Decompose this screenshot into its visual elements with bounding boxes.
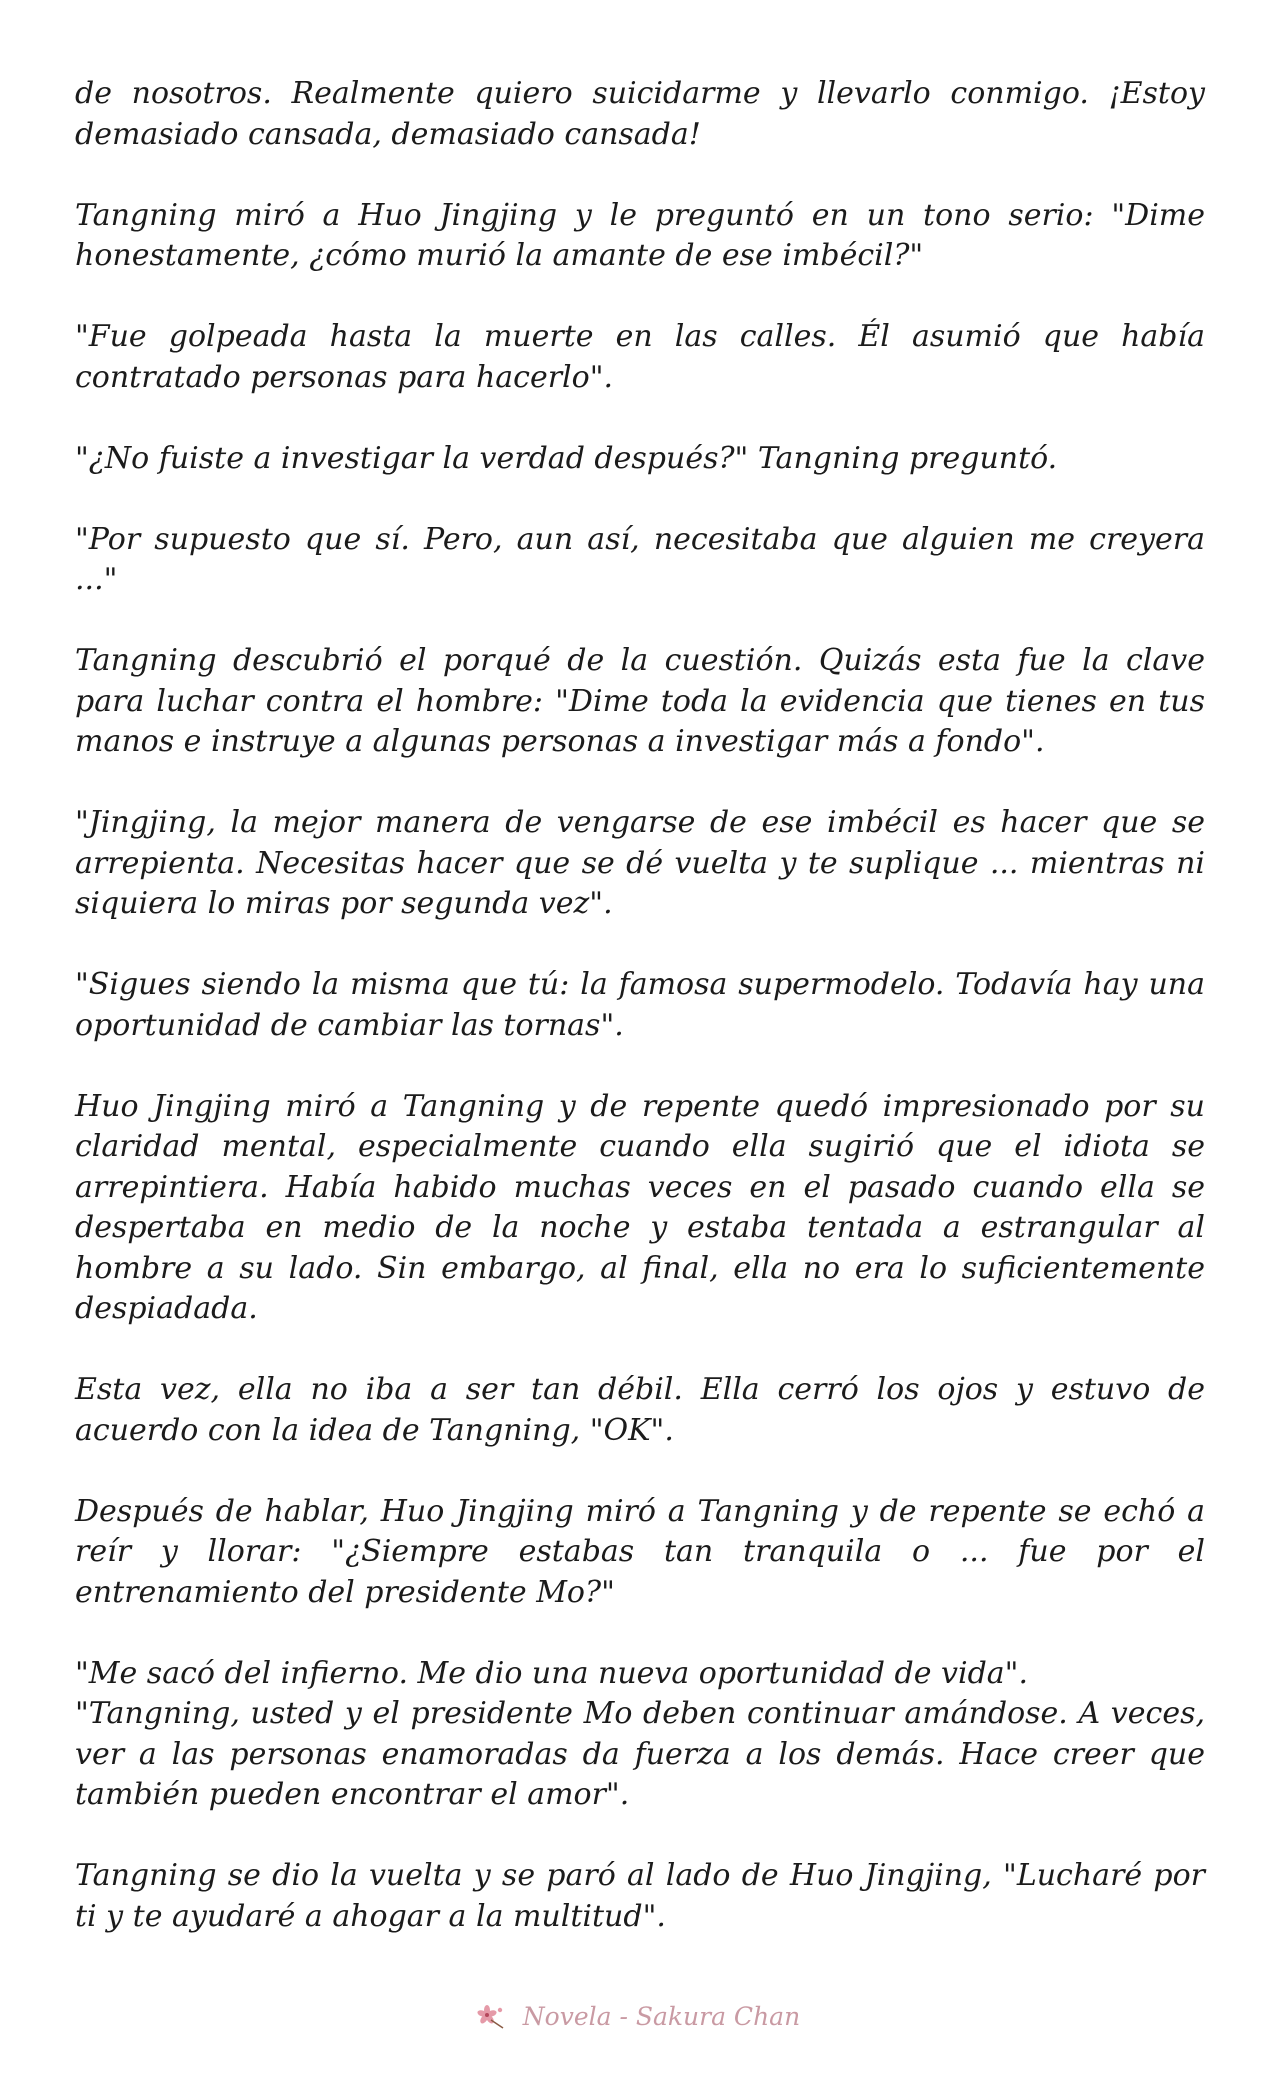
paragraph: Tangning se dio la vuelta y se paró al lado de Huo Jingjing, "Lucharé por ti y te ayudaré a ahogar a la multitud".	[75, 1858, 1205, 1934]
sakura-flower-icon	[475, 2002, 507, 2032]
watermark	[0, 2000, 1275, 2032]
paragraph: Tangning descubrió el porqué de la cuestión. Quizás esta fue la clave para luchar contra el hombre: "Dime toda la evidencia que tienes en tus manos e instruye a algunas personas a investigar más a fondo".	[75, 643, 1205, 759]
paragraph: "¿No fuiste a investigar la verdad después?" Tangning preguntó.	[75, 440, 1058, 476]
paragraph: Esta vez, ella no iba a ser tan débil. Ella cerró los ojos y estuvo de acuerdo con la idea de Tangning, "OK".	[75, 1372, 1205, 1448]
paragraph: "Me sacó del infierno. Me dio una nueva oportunidad de vida".	[75, 1655, 1029, 1691]
paragraph: "Sigues siendo la misma que tú: la famosa supermodelo. Todavía hay una oportunidad de cambiar las tornas".	[75, 967, 1205, 1043]
watermark-text: Novela - Sakura Chan	[522, 2002, 801, 2031]
paragraph: "Por supuesto que sí. Pero, aun así, necesitaba que alguien me creyera ..."	[75, 521, 1205, 597]
chapter-text	[75, 74, 1205, 1978]
paragraph: "Jingjing, la mejor manera de vengarse de ese imbécil es hacer que se arrepienta. Necesitas hacer que se dé vuelta y te suplique ... mientras ni siquiera lo miras por segunda vez".	[75, 805, 1205, 921]
paragraph: Después de hablar, Huo Jingjing miró a Tangning y de repente se echó a reír y llorar: "¿Siempre estabas tan tranquila o ... fue por el entrenamiento del presidente Mo?"	[75, 1493, 1205, 1610]
paragraph: Tangning miró a Huo Jingjing y le preguntó en un tono serio: "Dime honestamente, ¿cómo murió la amante de ese imbécil?"	[75, 197, 1205, 273]
paragraph: de nosotros. Realmente quiero suicidarme y llevarlo conmigo. ¡Estoy demasiado cansada, demasiado cansada!	[75, 76, 1205, 152]
paragraph: "Tangning, usted y el presidente Mo deben continuar amándose. A veces, ver a las personas enamoradas da fuerza a los demás. Hace creer que también pueden encontrar el amor".	[75, 1696, 1205, 1812]
paragraph: Huo Jingjing miró a Tangning y de repente quedó impresionado por su claridad mental, especialmente cuando ella sugirió que el idiota se arrepintiera. Había habido muchas veces en el pasado cuando ella se despertaba en medio de la noche y estaba tentada a estrangular al hombre a su lado. Sin embargo, al final, ella no era lo suficientemente despiadada.	[75, 1088, 1205, 1326]
paragraph: "Fue golpeada hasta la muerte en las calles. Él asumió que había contratado personas para hacerlo".	[75, 319, 1205, 395]
